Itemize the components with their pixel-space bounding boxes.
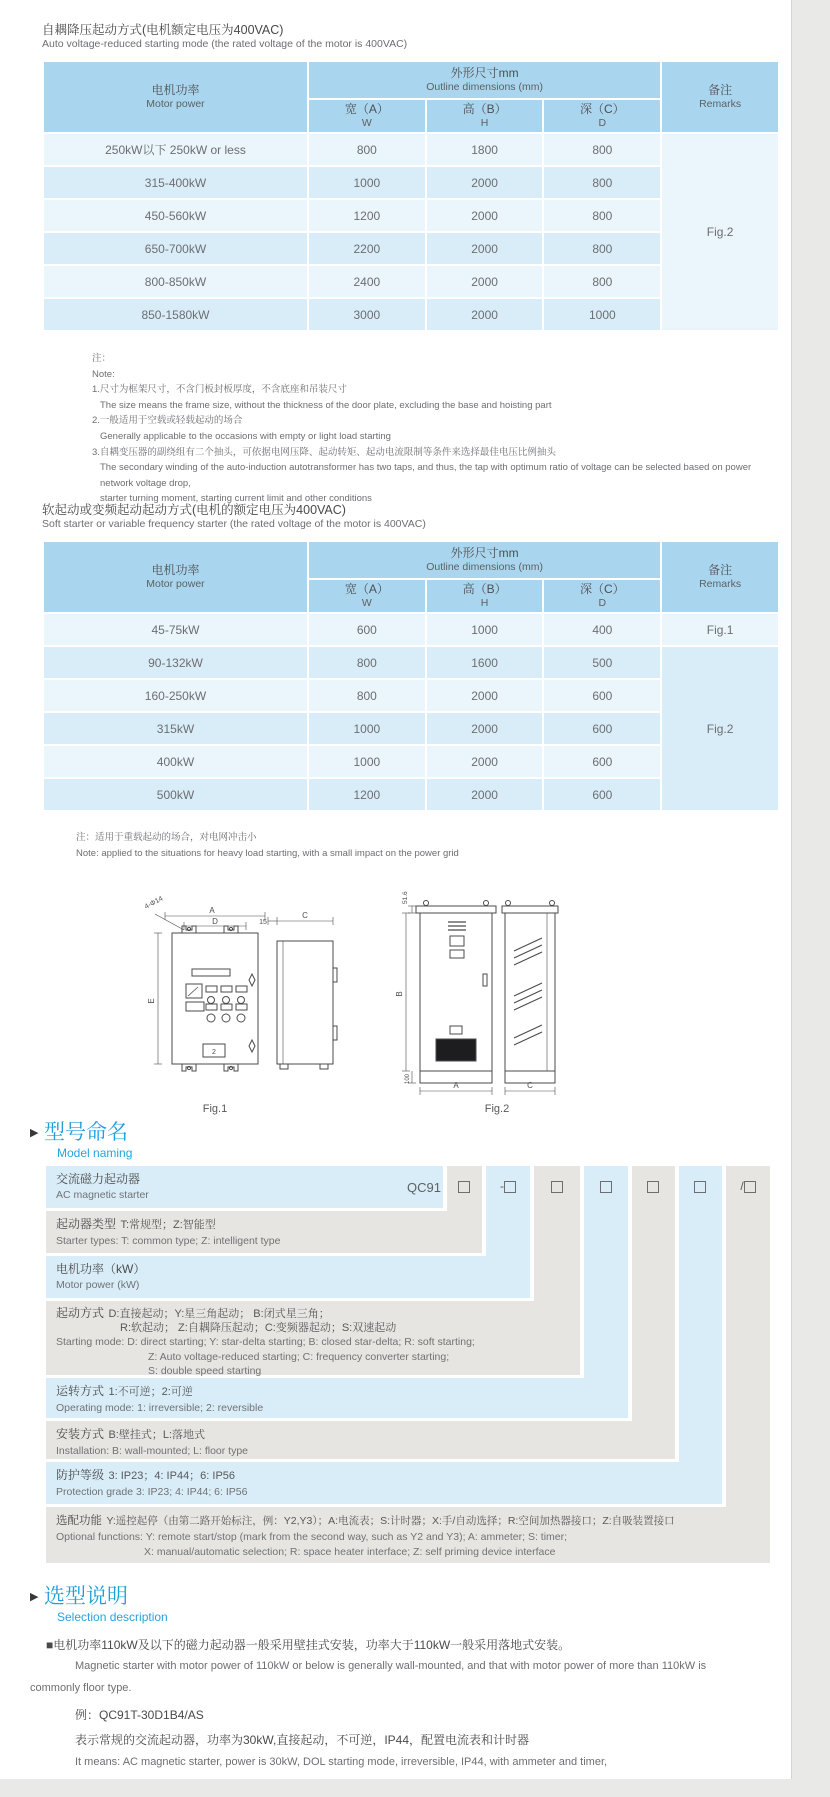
row-detail-zh: 3: IP23；4: IP44；6: IP56	[108, 1470, 236, 1482]
row-label-zh: 防护等级	[56, 1468, 105, 1482]
header-motor-power	[43, 61, 308, 133]
cell-power: 250kW以下 250kW or less	[43, 133, 308, 166]
note-line: 3.自耦变压器的副绕组有二个抽头，可依据电网压降、起动转矩、起动电流限制等条件来选择最佳电压比例抽头	[92, 446, 556, 458]
cell-power: 315kW	[43, 712, 308, 745]
cell-h: 2000	[426, 166, 544, 199]
selection-heading-zh: 选型说明	[44, 1585, 128, 1608]
cell-w: 3000	[308, 298, 426, 331]
fig2-lock	[450, 1026, 462, 1034]
note-line: 1.尺寸为框架尺寸，不含门板封板厚度，不含底座和吊装尺寸	[92, 384, 347, 396]
note-line: 2.一般适用于空载或轻载起动的场合	[92, 415, 243, 427]
fig2-lifting-eye	[424, 901, 429, 906]
cell-d: 600	[543, 745, 661, 778]
row-label-zh: 起动器类型	[56, 1217, 117, 1231]
row-detail-zh: D:直接起动；Y:星三角起动； B:闭式星三角；	[108, 1308, 330, 1320]
table-row	[43, 133, 779, 166]
cell-power: 400kW	[43, 745, 308, 778]
fig2-handle	[483, 974, 487, 986]
row-detail-zh: R:软起动； Z:自耦降压起动；C:变频器起动；S:双速起动	[120, 1322, 397, 1335]
cell-w: 2200	[308, 232, 426, 265]
cell-h: 2000	[426, 745, 544, 778]
row-label-zh: 起动方式	[56, 1306, 105, 1320]
header-remarks-en: Remarks	[699, 98, 742, 110]
code-box-icon	[458, 1181, 470, 1193]
cell-h: 1600	[426, 646, 544, 679]
code-box-2	[488, 1179, 528, 1193]
naming-row-installation	[46, 1421, 675, 1459]
fig2-vent-panel	[436, 1039, 476, 1061]
cell-d: 1000	[543, 298, 661, 331]
dimensions-table-auto	[42, 60, 780, 332]
fig1-dim-15-label: 15	[259, 919, 267, 926]
cell-w: 2400	[308, 265, 426, 298]
row-label-zh: 安装方式	[56, 1427, 105, 1441]
note-line: The size means the frame size, without the thickness of the door plate, excluding the base and hoisting part	[100, 399, 552, 411]
model-naming-heading-en: Model naming	[57, 1146, 133, 1160]
fig1-dim-d-label: D	[212, 917, 218, 926]
section-auto-title-en: Auto voltage-reduced starting mode (the rated voltage of the motor is 400VAC)	[42, 38, 408, 50]
table-row	[43, 613, 779, 646]
cell-h: 2000	[426, 232, 544, 265]
selection-en-line2: commonly floor type.	[30, 1682, 132, 1694]
fig1-dim-c-label: C	[302, 911, 308, 920]
header-motor-zh: 电机功率	[151, 83, 200, 97]
code-box-icon	[647, 1181, 659, 1193]
row-label-en: Starting mode: D: direct starting; Y: star-delta starting; B: closed star-delta; R: soft starting;	[56, 1336, 475, 1349]
naming-row-starting-mode	[46, 1301, 580, 1375]
fig1-nameplate	[192, 969, 230, 976]
cell-w: 600	[308, 613, 426, 646]
fig2-louvers	[514, 938, 542, 965]
row-label-en: Starter types: T: common type; Z: intelligent type	[56, 1235, 281, 1247]
header-height: 高（B） H	[426, 99, 544, 133]
row-detail-zh: T:常规型；Z:智能型	[120, 1219, 216, 1231]
code-column	[632, 1166, 675, 1421]
code-box-1	[444, 1179, 484, 1193]
row-label-en: Protection grade 3: IP23; 4: IP44; 6: IP56	[56, 1486, 248, 1498]
cell-h: 2000	[426, 679, 544, 712]
code-box-icon	[744, 1181, 756, 1193]
code-box-4	[586, 1179, 626, 1193]
cell-w: 1200	[308, 199, 426, 232]
code-box-7	[728, 1179, 768, 1193]
fig1-caption: Fig.1	[202, 1103, 228, 1115]
row-label-en: Optional functions: Y: remote start/stop (mark from the second way, such as Y2 and Y3); A: ammeter; S: timer;	[56, 1530, 568, 1543]
cell-w: 800	[308, 646, 426, 679]
header-dims-zh: 外形尺寸mm	[450, 66, 519, 80]
code-column	[584, 1166, 628, 1378]
naming-row-ac-starter	[46, 1166, 443, 1208]
cell-d: 600	[543, 679, 661, 712]
naming-row-motor-power	[46, 1256, 530, 1298]
cell-d: 800	[543, 232, 661, 265]
cell-power: 315-400kW	[43, 166, 308, 199]
outline-drawings	[100, 876, 700, 1124]
note-line: Generally applicable to the occasions with empty or light load starting	[100, 430, 391, 442]
table-header-row	[43, 541, 779, 579]
note-line: 注：适用于重载起动的场合，对电网冲击小	[76, 832, 257, 843]
code-box-3	[537, 1179, 577, 1193]
model-naming-diagram	[46, 1166, 770, 1566]
fig1-dim-e-label: E	[147, 998, 156, 1004]
note-line: Note:	[92, 368, 115, 380]
note-line: The secondary winding of the auto-induction autotransformer has two taps, and thus, the tap with optimum ratio of voltage can be selected based on power network voltage drop,	[100, 462, 752, 489]
fig2-dim-b-label: B	[395, 991, 404, 997]
naming-row-protection-grade	[46, 1462, 722, 1504]
cell-d: 800	[543, 166, 661, 199]
cell-h: 2000	[426, 265, 544, 298]
cell-d: 800	[543, 265, 661, 298]
cell-power: 800-850kW	[43, 265, 308, 298]
cell-d: 600	[543, 778, 661, 811]
fig2-dim-516-label: 51.6	[402, 891, 409, 904]
header-motor-en: Motor power	[146, 98, 205, 110]
header-remarks: 备注 Remarks	[661, 541, 779, 613]
fig1-side-cabinet	[277, 941, 333, 1064]
cell-remark-fig2: Fig.2	[661, 133, 779, 331]
cell-power: 450-560kW	[43, 199, 308, 232]
row-label-en: Z: Auto voltage-reduced starting; C: frequency converter starting;	[148, 1350, 450, 1363]
row-detail-zh: B:壁挂式；L:落地式	[108, 1429, 206, 1441]
table-row	[43, 646, 779, 679]
page-edge-right	[791, 0, 830, 1797]
fig1-indicator	[186, 1002, 204, 1011]
code-column	[679, 1166, 722, 1462]
fig1-latch-top	[249, 974, 255, 986]
row-label-zh: 电机功率（kW）	[56, 1262, 146, 1276]
header-depth: 深（C） D	[543, 99, 661, 133]
naming-row-optional-functions	[46, 1507, 770, 1563]
row-label-zh: 交流磁力起动器	[56, 1172, 141, 1186]
section-arrow-icon: ▶	[30, 1127, 39, 1139]
fig2-side-cabinet	[505, 913, 555, 1071]
code-box-6	[680, 1179, 720, 1193]
header-remarks	[661, 61, 779, 133]
note-line: starter turning moment, starting current limit and other conditions	[100, 493, 372, 505]
selection-example-en: It means: AC magnetic starter, power is 30kW, DOL starting mode, irreversible, IP44, with ammeter and timer,	[75, 1756, 608, 1768]
selection-example-zh: 表示常规的交流起动器，功率为30kW,直接起动，不可逆，IP44，配置电流表和计时器	[75, 1733, 530, 1747]
table-header-row	[43, 61, 779, 99]
cell-h: 2000	[426, 778, 544, 811]
cell-d: 400	[543, 613, 661, 646]
note-line: Note: applied to the situations for heavy load starting, with a small impact on the power grid	[76, 847, 459, 859]
section-auto-title-zh: 自耦降压起动方式(电机额定电压为400VAC)	[42, 23, 284, 37]
cell-w: 1200	[308, 778, 426, 811]
fig2-top-cap	[416, 906, 496, 913]
fig1-panel-number: 2	[212, 1049, 216, 1056]
section-soft-title-zh: 软起动或变频起动起动方式(电机的额定电压为400VAC)	[42, 503, 346, 517]
cell-remark-fig2: Fig.2	[661, 646, 779, 811]
code-box-icon	[504, 1181, 516, 1193]
row-label-zh: 运转方式	[56, 1384, 105, 1398]
selection-bullet-zh: ■电机功率110kW及以下的磁力起动器一般采用壁挂式安装，功率大于110kW一般采用落地式安装。	[46, 1638, 571, 1652]
row-label-en: Installation: B: wall-mounted; L: floor type	[56, 1445, 249, 1457]
cell-power: 650-700kW	[43, 232, 308, 265]
cell-d: 600	[543, 712, 661, 745]
cell-power: 45-75kW	[43, 613, 308, 646]
row-label-en: S: double speed starting	[148, 1364, 262, 1377]
cell-w: 1000	[308, 166, 426, 199]
header-outline-dims	[308, 61, 661, 99]
section-arrow-icon: ▶	[30, 1591, 39, 1603]
header-outline-dims: 外形尺寸mm Outline dimensions (mm)	[308, 541, 661, 579]
cell-power: 90-132kW	[43, 646, 308, 679]
selection-example-code: 例：QC91T-30D1B4/AS	[75, 1708, 204, 1722]
cell-d: 800	[543, 199, 661, 232]
page-edge-bottom	[0, 1779, 830, 1797]
fig2-lifting-eye	[484, 901, 489, 906]
note-soft	[76, 830, 459, 861]
section-soft-title-en: Soft starter or variable frequency starter (the rated voltage of the motor is 400VAC)	[42, 518, 426, 530]
model-naming-heading-zh: 型号命名	[44, 1121, 128, 1144]
model-code-prefix: QC91	[407, 1180, 441, 1195]
cell-w: 800	[308, 679, 426, 712]
header-height: 高（B） H	[426, 579, 544, 613]
code-box-5	[633, 1179, 673, 1193]
code-box-prefix: /	[740, 1179, 744, 1193]
naming-row-starter-type	[46, 1211, 482, 1253]
cell-h: 2000	[426, 199, 544, 232]
fig2-dim-a-label: A	[453, 1081, 459, 1090]
cell-remark-fig1: Fig.1	[661, 613, 779, 646]
cell-w: 1000	[308, 712, 426, 745]
row-label-en: X: manual/automatic selection; R: space heater interface; Z: self priming device interface	[144, 1546, 556, 1558]
cell-h: 2000	[426, 298, 544, 331]
cell-h: 1000	[426, 613, 544, 646]
row-label-en: AC magnetic starter	[56, 1189, 149, 1201]
cell-power: 500kW	[43, 778, 308, 811]
cell-d: 800	[543, 133, 661, 166]
naming-row-operating-mode	[46, 1378, 628, 1418]
row-label-zh: 选配功能	[56, 1515, 102, 1527]
notes-auto	[92, 351, 782, 507]
cell-w: 1000	[308, 745, 426, 778]
fig1-dim-a-label: A	[209, 906, 215, 915]
selection-en-line1: Magnetic starter with motor power of 110kW or below is generally wall-mounted, and that with motor power of more than 110kW is	[75, 1660, 707, 1672]
code-box-icon	[551, 1181, 563, 1193]
note-line: 注：	[92, 353, 112, 364]
selection-heading-en: Selection description	[57, 1610, 168, 1624]
cell-power: 850-1580kW	[43, 298, 308, 331]
row-detail-zh: Y:遥控起停（由第二路开始标注，例：Y2,Y3）；A:电流表；S:计时器；X:手/自动选择；R:空间加热器接口；Z:自吸装置接口	[106, 1515, 675, 1527]
code-box-icon	[600, 1181, 612, 1193]
fig2-caption: Fig.2	[484, 1103, 510, 1115]
code-box-icon	[694, 1181, 706, 1193]
row-label-en: Operating mode: 1: irreversible; 2: reversible	[56, 1402, 264, 1414]
header-depth: 深（C） D	[543, 579, 661, 613]
header-width: 宽（A） W	[308, 579, 426, 613]
row-label-en: Motor power (kW)	[56, 1279, 140, 1291]
code-box-prefix: -	[500, 1179, 504, 1193]
cell-d: 500	[543, 646, 661, 679]
fig1-latch-bottom	[249, 1040, 255, 1052]
cell-h: 1800	[426, 133, 544, 166]
header-dims-en: Outline dimensions (mm)	[426, 81, 543, 93]
row-detail-zh: 1:不可逆；2:可逆	[108, 1386, 193, 1398]
fig2-dim-c-label: C	[527, 1081, 533, 1090]
fig2-dim-100-label: 100	[405, 1073, 411, 1085]
dimensions-table-soft	[42, 540, 780, 812]
header-width: 宽（A） W	[308, 99, 426, 133]
cell-h: 2000	[426, 712, 544, 745]
code-column	[726, 1166, 770, 1507]
cell-w: 800	[308, 133, 426, 166]
header-remarks-zh: 备注	[708, 83, 733, 97]
header-motor-power: 电机功率 Motor power	[43, 541, 308, 613]
cell-power: 160-250kW	[43, 679, 308, 712]
fig1-holes-label: 4-Φ14	[143, 895, 165, 911]
